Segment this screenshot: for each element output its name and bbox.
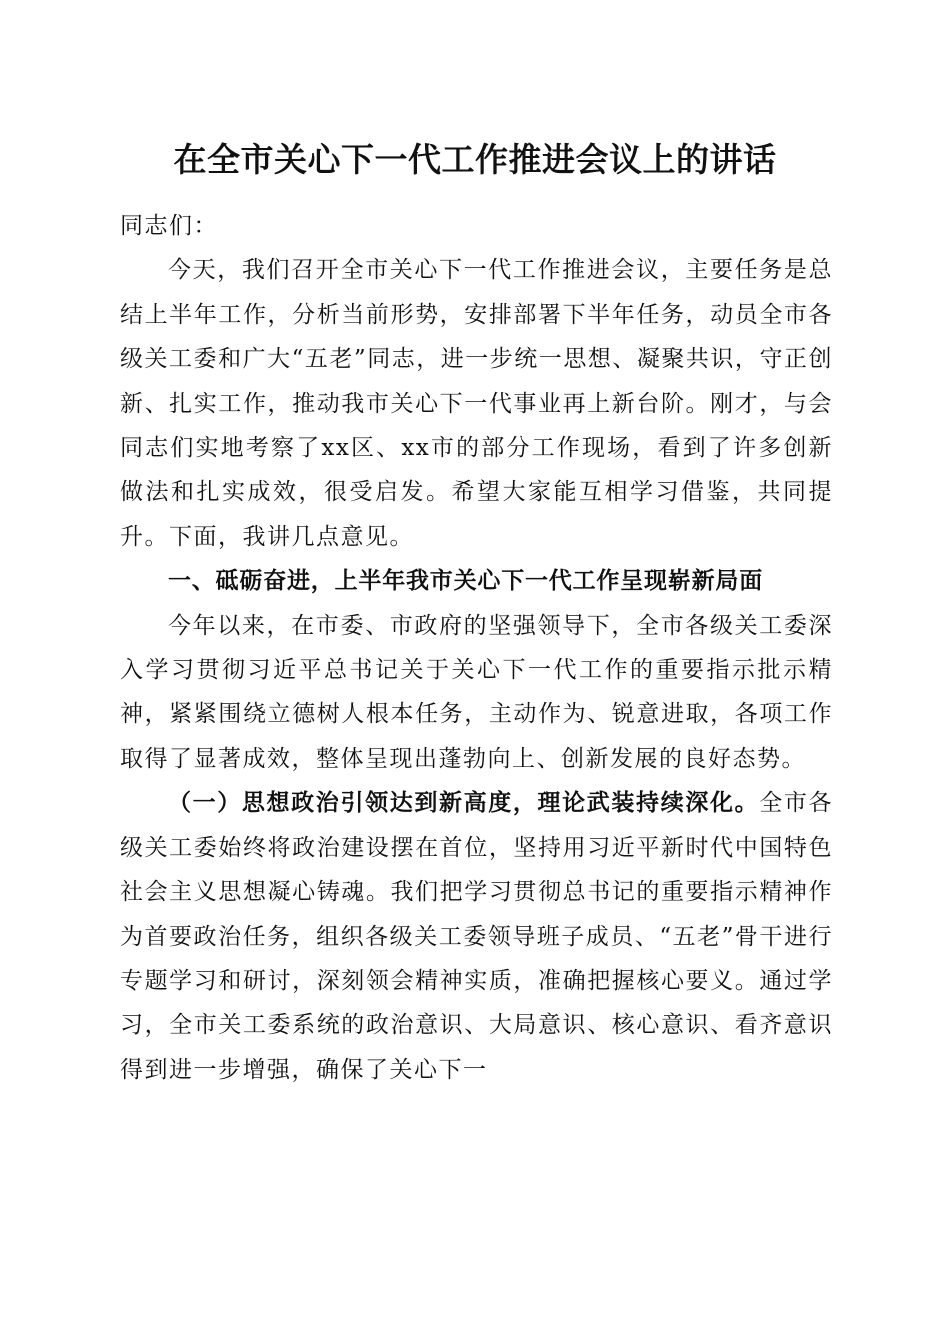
paragraph-opening: 今天，我们召开全市关心下一代工作推进会议，主要任务是总结上半年工作，分析当前形势，安排部署下半年任务，动员全市各级关工委和广大“五老”同志，进一步统一思想、凝聚共识，守正创新、扎实工作，推动我市关心下一代事业再上新台阶。刚才，与会同志们实地考察了xx区、xx市的部分工作现场，看到了许多创新做法和扎实成效，很受启发。希望大家能互相学习借鉴，共同提升。下面，我讲几点意见。 <box>120 257 833 550</box>
document-title: 在全市关心下一代工作推进会议上的讲话 <box>173 140 777 179</box>
paragraph-section-1-intro: 今年以来，在市委、市政府的坚强领导下，全市各级关工委深入学习贯彻习近平总书记关于关心下一代工作的重要指示批示精神，紧紧围绕立德树人根本任务，主动作为、锐意进取，各项工作取得了显著成效，整体呈现出蓬勃向上、创新发展的良好态势。 <box>120 612 833 772</box>
document-body <box>120 204 833 1092</box>
subsection-heading-1: （一）思想政治引领达到新高度，理论武装持续深化。 <box>168 789 760 817</box>
subsection-1-text: 全市各级关工委始终将政治建设摆在首位，坚持用习近平新时代中国特色社会主义思想凝心铸魂。我们把学习贯彻总书记的重要指示精神作为首要政治任务，组织各级关工委领导班子成员、“五老”骨干进行专题学习和研讨，深刻领会精神实质，准确把握核心要义。通过学习，全市关工委系统的政治意识、大局意识、核心意识、看齐意识得到进一步增强，确保了关心下一 <box>120 790 834 1083</box>
paragraph-subsection-1 <box>120 781 833 1092</box>
salutation: 同志们： <box>120 213 218 239</box>
section-heading-1: 一、砥砺奋进，上半年我市关心下一代工作呈现崭新局面 <box>168 568 763 595</box>
